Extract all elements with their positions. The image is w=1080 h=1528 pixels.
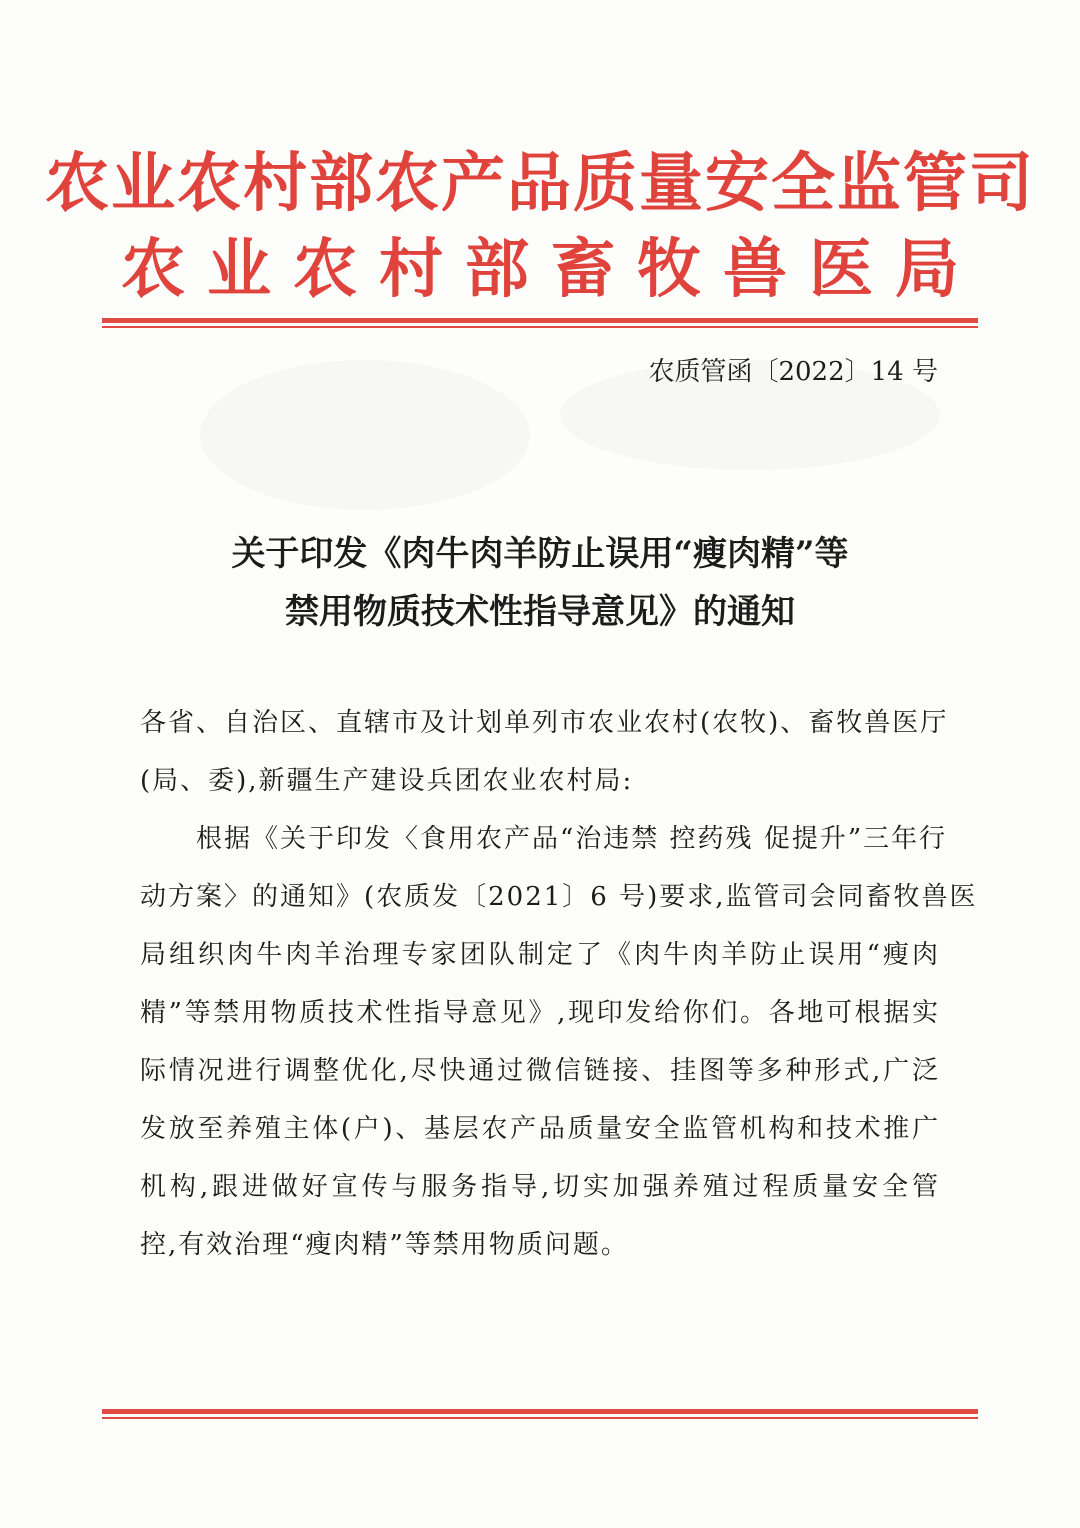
body-line: 局组织肉牛肉羊治理专家团队制定了《肉牛肉羊防止误用“瘦肉 bbox=[140, 940, 940, 970]
document-number: 农质管函〔2022〕14 号 bbox=[648, 357, 938, 387]
body-line: 发放至养殖主体(户)、基层农产品质量安全监管机构和技术推广 bbox=[140, 1114, 940, 1144]
body-paragraph bbox=[140, 810, 978, 1274]
body-line: 机构,跟进做好宣传与服务指导,切实加强养殖过程质量安全管 bbox=[140, 1172, 940, 1202]
body-line: 精”等禁用物质技术性指导意见》,现印发给你们。各地可根据实 bbox=[140, 998, 940, 1028]
body-line: 控,有效治理“瘦肉精”等禁用物质问题。 bbox=[140, 1230, 629, 1260]
header-divider bbox=[102, 318, 978, 328]
issuer-name-1: 农业农村部农产品质量安全监管司 bbox=[45, 146, 1035, 221]
issuer-name-2: 农业农村部畜牧兽医局 bbox=[121, 232, 981, 307]
footer-divider bbox=[102, 1409, 978, 1419]
scan-stain bbox=[200, 360, 530, 510]
salutation-line: (局、委),新疆生产建设兵团农业农村局: bbox=[140, 766, 634, 796]
body-line: 根据《关于印发〈食用农产品“治违禁 控药残 促提升”三年行 bbox=[196, 824, 948, 854]
salutation bbox=[140, 694, 949, 810]
body-line: 际情况进行调整优化,尽快通过微信链接、挂图等多种形式,广泛 bbox=[140, 1056, 940, 1086]
salutation-line: 各省、自治区、直辖市及计划单列市农业农村(农牧)、畜牧兽医厅 bbox=[140, 708, 949, 738]
document-title-line-2: 禁用物质技术性指导意见》的通知 bbox=[285, 592, 795, 632]
body-line: 动方案〉的通知》(农质发〔2021〕6 号)要求,监管司会同畜牧兽医 bbox=[140, 882, 978, 912]
document-title-line-1: 关于印发《肉牛肉羊防止误用“瘦肉精”等 bbox=[231, 534, 849, 574]
